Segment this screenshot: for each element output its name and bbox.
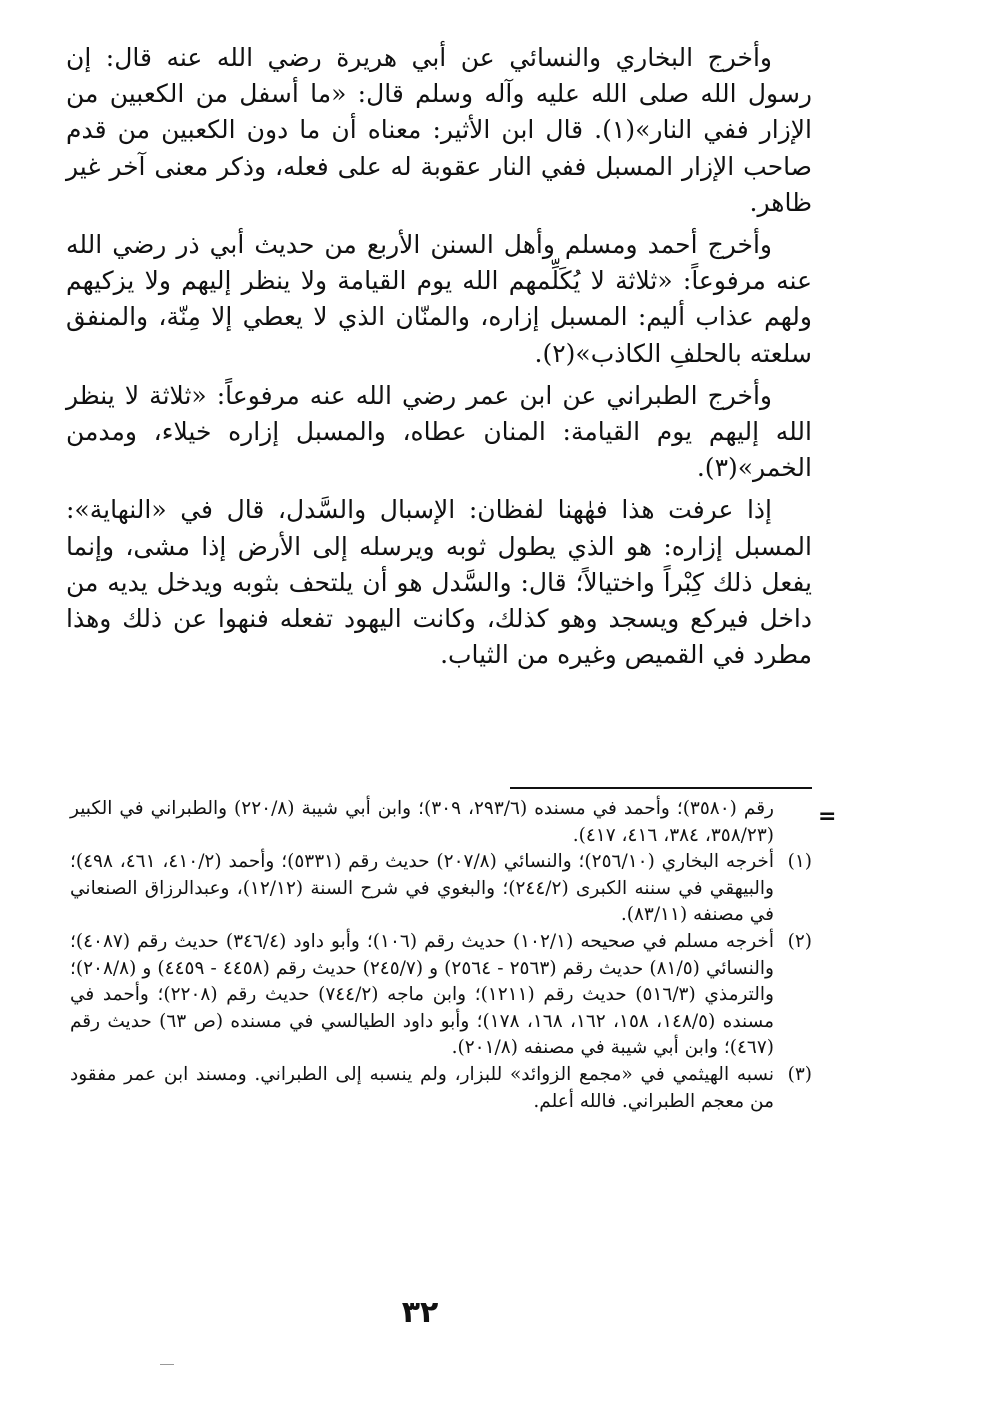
scan-artifact bbox=[160, 1364, 174, 1365]
footnote-number: (٣) bbox=[787, 1063, 812, 1085]
paragraph-isbal-sadl: إذا عرفت هذا فهٰهنا لفظان: الإسبال والسَّدل، قال في «النهاية»: المسبل إزاره: هو الذي يطول ثوبه ويرسله إلى الأرض إذا مشى، وإنما يفعل ذلك كِبْراً واختيالاً؛ قال: والسَّدل هو أن يلتحف بثوبه ويدخل يديه من داخل فيركع ويسجد وهو كذلك، وكانت اليهود تفعله فنهوا عن ذلك وهذا مطرد في القميص وغيره من الثياب. bbox=[66, 495, 812, 670]
footnote-text: نسبه الهيثمي في «مجمع الزوائد» للبزار، ولم ينسبه إلى الطبراني. ومسند ابن عمر مفقود من معجم الطبراني. فالله أعلم. bbox=[70, 1063, 774, 1112]
paragraph-tabarani: وأخرج الطبراني عن ابن عمر رضي الله عنه مرفوعاً: «ثلاثة لا ينظر الله إليهم يوم القيامة: المنان عطاه، والمسبل إزاره خيلاء، ومدمن الخمر»(٣). bbox=[66, 380, 812, 483]
footnote-number: (١) bbox=[787, 851, 812, 873]
main-text bbox=[66, 40, 812, 673]
paragraph-ahmad-muslim: وأخرج أحمد ومسلم وأهل السنن الأربع من حديث أبي ذر رضي الله عنه مرفوعاً: «ثلاثة لا يُكَلِّمهم الله يوم القيامة ولا ينظر إليهم ولا يزكيهم ولهم عذاب أليم: المسبل إزاره، والمنّان الذي لا يعطي إلا مِنّة، والمنفق سلعته بالحلفِ الكاذب»(٢). bbox=[66, 230, 812, 368]
footnote-3 bbox=[70, 1062, 812, 1115]
footnote-2 bbox=[70, 929, 812, 1062]
continuation-mark: = bbox=[818, 804, 837, 829]
footnote-continuation: رقم (٣٥٨٠)؛ وأحمد في مسنده (٢٩٣/٦، ٣٠٩)؛ وابن أبي شيبة (٢٢٠/٨) والطبراني في الكبير (٣٥٨/٢٣، ٣٨٤، ٤١٦، ٤١٧). bbox=[70, 798, 774, 846]
paragraph-bukhari-nasai: وأخرج البخاري والنسائي عن أبي هريرة رضي الله عنه قال: إن رسول الله صلى الله عليه وآله وسلم قال: «ما أسفل من الكعبين من الإزار ففي النار»(١). قال ابن الأثير: معناه أن ما دون الكعبين من قدم صاحب الإزار المسبل ففي النار عقوبة له على فعله، وذكر معنى آخر غير ظاهر. bbox=[66, 43, 812, 217]
footnotes bbox=[70, 796, 812, 1115]
page-number: ٣٢ bbox=[401, 1295, 439, 1330]
footnote-text: أخرجه البخاري (٢٥٦/١٠)؛ والنسائي (٢٠٧/٨) حديث رقم (٥٣٣١)؛ وأحمد (٤١٠/٢، ٤٦١، ٤٩٨)؛ والبيهقي في سننه الكبرى (٢٤٤/٢)؛ والبغوي في شرح السنة (١٢/١٢)، وعبدالرزاق الصنعاني في مصنفه (٨٣/١١). bbox=[70, 851, 774, 926]
footnote-text: أخرجه مسلم في صحيحه (١٠٢/١) حديث رقم (١٠٦)؛ وأبو داود (٣٤٦/٤) حديث رقم (٤٠٨٧)؛ والنسائي (٨١/٥) حديث رقم (٢٥٦٣ - ٢٥٦٤) و (٢٤٥/٧) حديث رقم (٤٤٥٨ - ٤٤٥٩) و (٢٠٨/٨)؛ والترمذي (٥١٦/٣) حديث رقم (١٢١١)؛ وابن ماجه (٧٤٤/٢) حديث رقم (٢٢٠٨)؛ وأحمد في مسنده (١٤٨/٥، ١٥٨، ١٦٢، ١٦٨، ١٧٨)؛ وأبو داود الطيالسي في مسنده (ص ٦٣) حديث رقم (٤٦٧)؛ وابن أبي شيبة في مصنفه (٢٠١/٨). bbox=[70, 930, 775, 1059]
footnote-number: (٢) bbox=[787, 930, 812, 952]
footnote-1 bbox=[70, 849, 812, 929]
main-body bbox=[66, 40, 812, 679]
footnote-separator bbox=[510, 787, 812, 789]
